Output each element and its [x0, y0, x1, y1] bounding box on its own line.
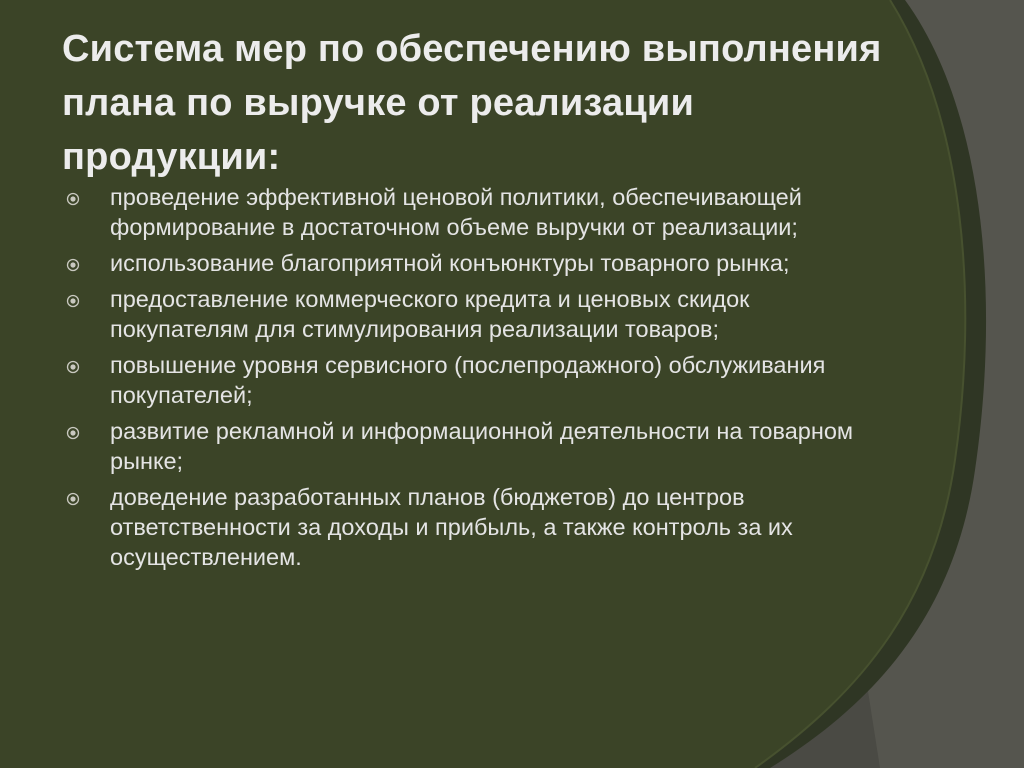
circle-bullet-icon [66, 258, 80, 272]
list-item-text: проведение эффективной ценовой политики, обеспечивающей формирование в достаточном объеме выручки от реализации; [110, 184, 802, 240]
circle-bullet-icon [66, 360, 80, 374]
list-item [66, 284, 866, 344]
list-item [66, 416, 866, 476]
list-item-text: доведение разработанных планов (бюджетов) до центров ответственности за доходы и прибыль, а также контроль за их осуществлением. [110, 484, 793, 570]
list-item [66, 482, 866, 572]
list-item [66, 350, 866, 410]
bullet-list [66, 182, 866, 578]
slide-title: Система мер по обеспечению выполнения плана по выручке от реализации продукции: [62, 28, 882, 178]
list-item [66, 182, 866, 242]
list-item-text: повышение уровня сервисного (послепродажного) обслуживания покупателей; [110, 352, 826, 408]
list-item-text: развитие рекламной и информационной деятельности на товарном рынке; [110, 418, 854, 474]
list-item [66, 248, 866, 278]
circle-bullet-icon [66, 426, 80, 440]
circle-bullet-icon [66, 294, 80, 308]
list-item-text: использование благоприятной конъюнктуры товарного рынка; [110, 250, 790, 276]
circle-bullet-icon [66, 492, 80, 506]
list-item-text: предоставление коммерческого кредита и ценовых скидок покупателям для стимулирования реализации товаров; [110, 286, 750, 342]
circle-bullet-icon [66, 192, 80, 206]
